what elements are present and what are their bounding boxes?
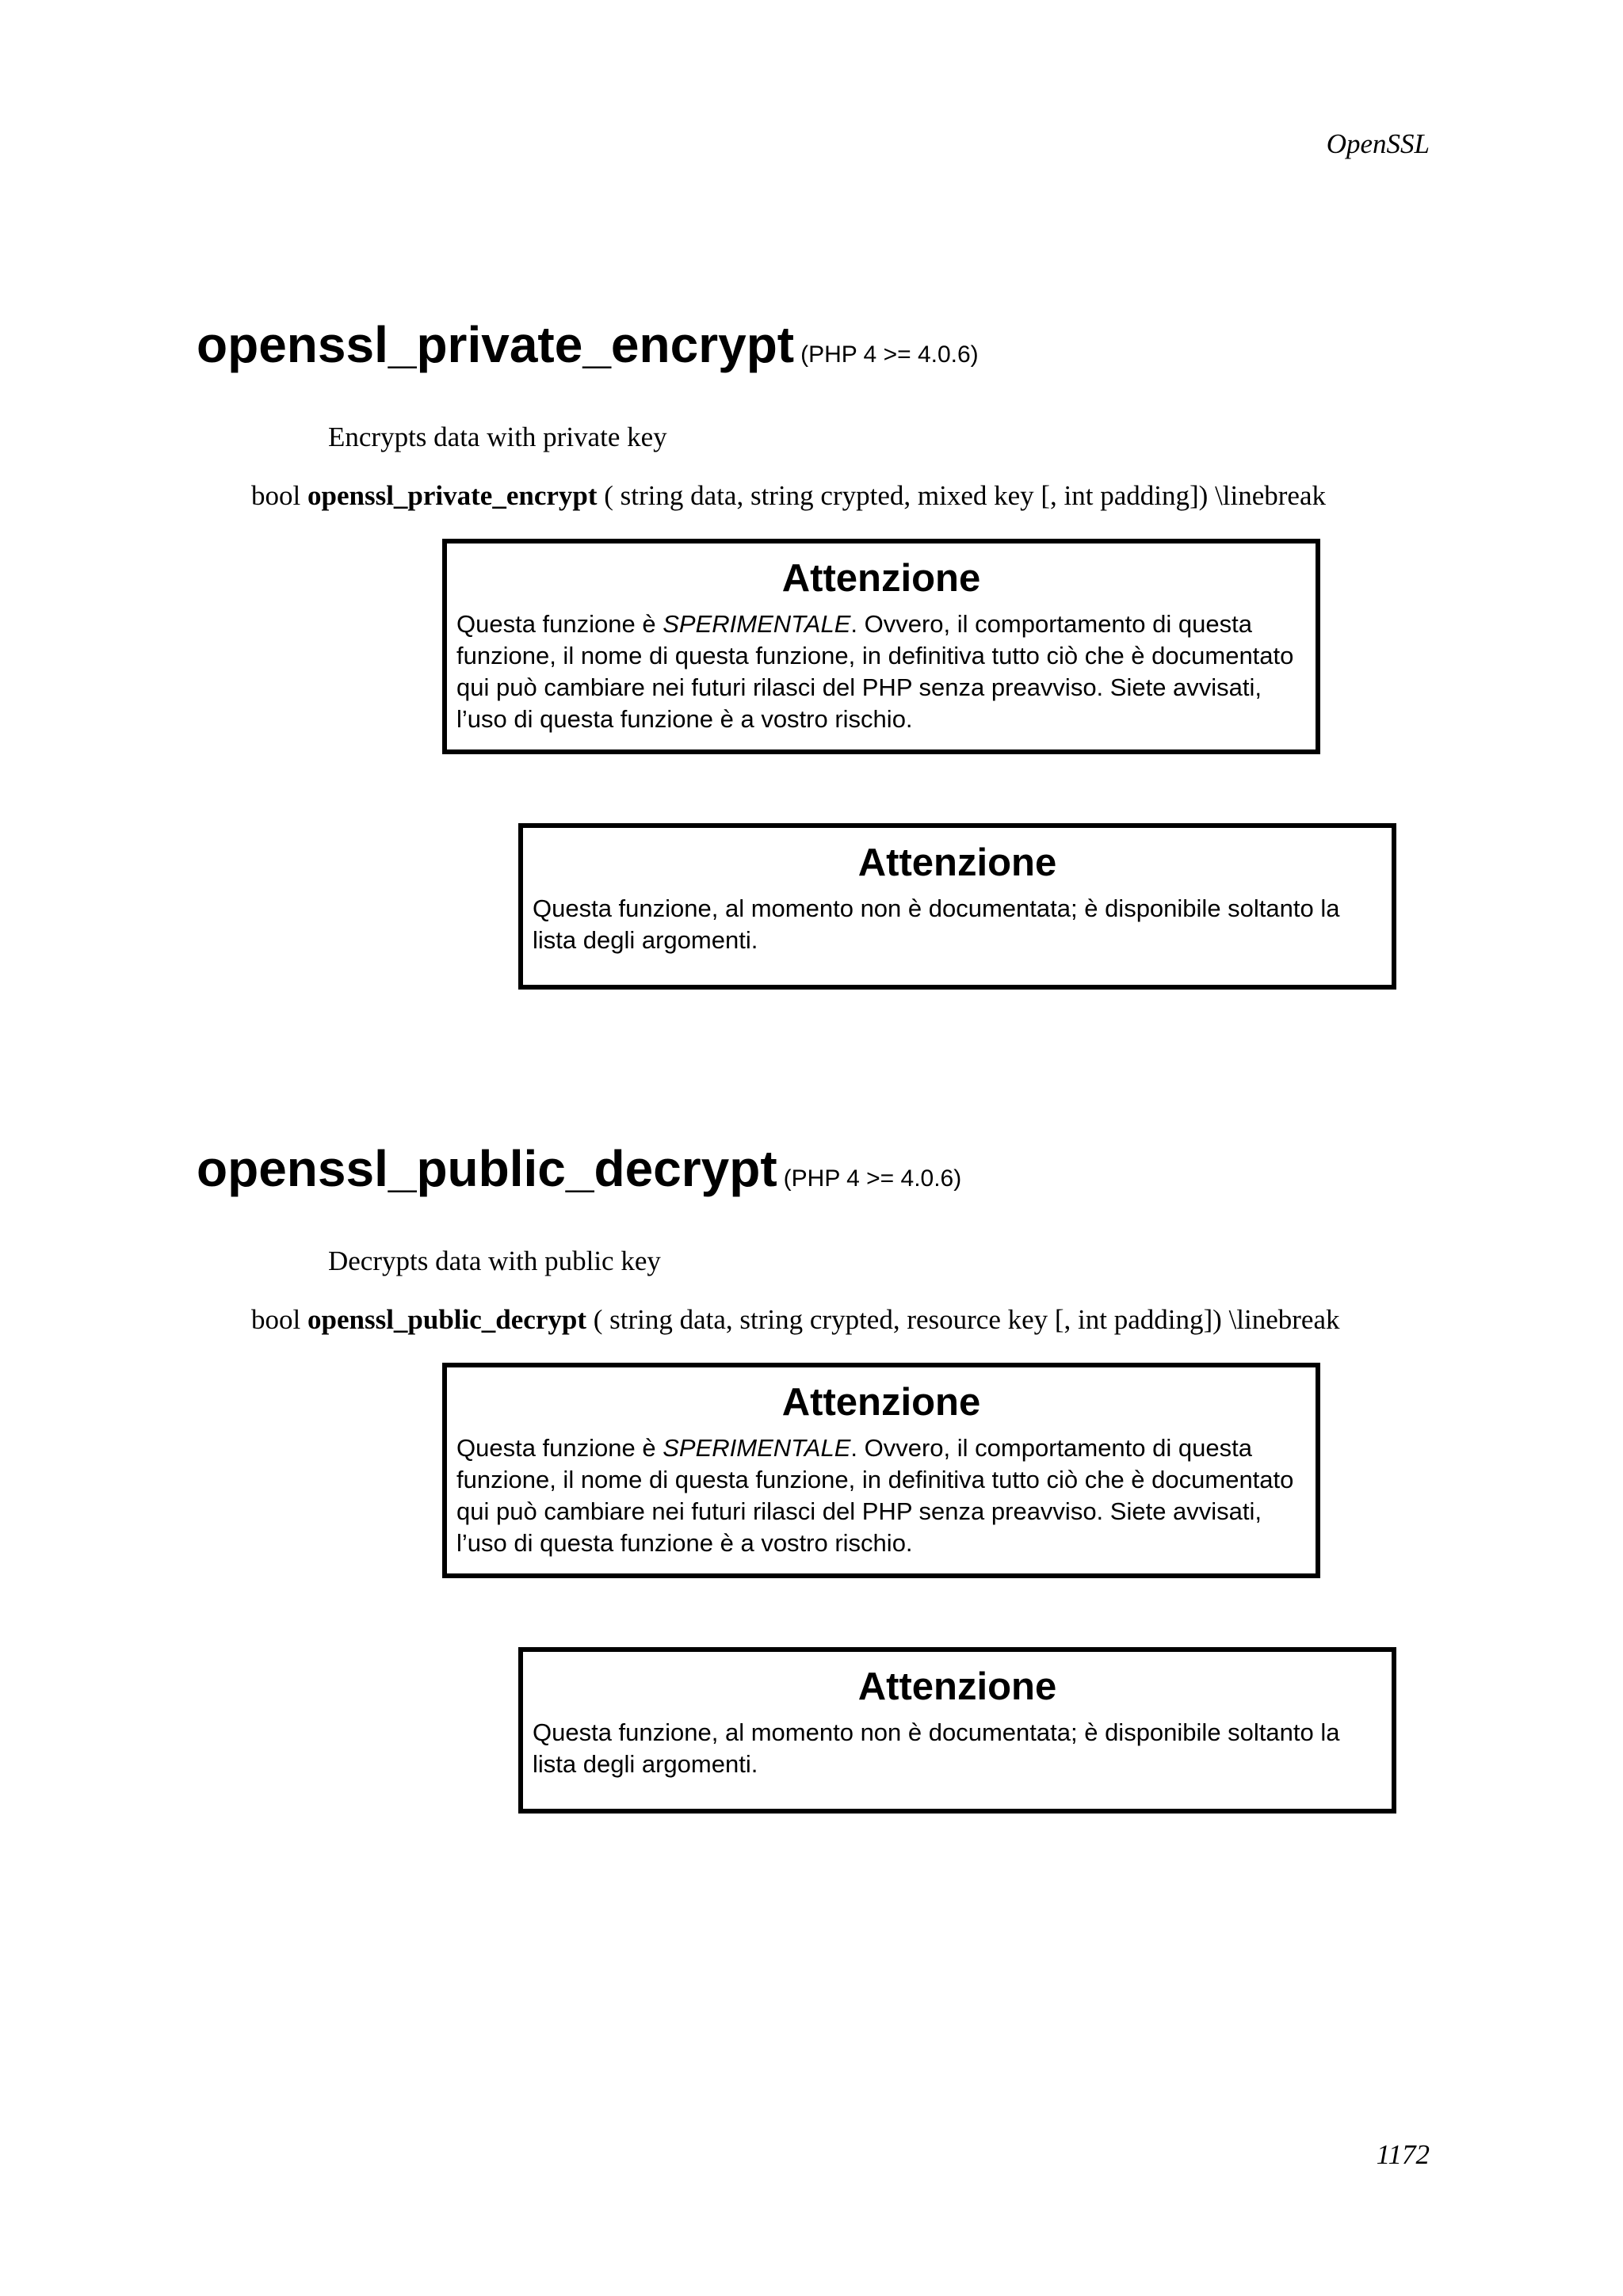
running-header: OpenSSL bbox=[1326, 128, 1430, 159]
warning-title: Attenzione bbox=[857, 1665, 1057, 1708]
function-purpose: Encrypts data with private key bbox=[328, 421, 667, 452]
warning-emphasis: SPERIMENTALE bbox=[663, 610, 851, 638]
warning-body bbox=[456, 1432, 1306, 1559]
warning-body-text: Questa funzione è bbox=[456, 1434, 663, 1462]
function-heading bbox=[197, 1137, 961, 1211]
synopsis-function-name: openssl_public_decrypt bbox=[307, 1304, 586, 1335]
synopsis-function-name: openssl_private_encrypt bbox=[307, 480, 598, 511]
undocumented-warning-box bbox=[518, 1647, 1396, 1814]
warning-emphasis: SPERIMENTALE bbox=[663, 1434, 851, 1462]
function-synopsis bbox=[251, 1302, 1340, 1337]
return-type: bool bbox=[251, 1304, 301, 1335]
return-type: bool bbox=[251, 480, 301, 511]
warning-body: Questa funzione, al momento non è documentata; è disponibile soltanto la lista degli argomenti. bbox=[533, 894, 1340, 954]
warning-body-text: . Ovvero, il comportamento di questa funzione, il nome di questa funzione, in definitiva tutto ciò che è documentato qui può cambiare nei futuri rilasci del PHP senza preavviso. Siete avvisati, l’uso di questa funzione è a vostro rischio. bbox=[456, 1434, 1294, 1557]
warning-title: Attenzione bbox=[781, 557, 981, 600]
function-name: openssl_private_encrypt bbox=[197, 316, 795, 373]
version-info: (PHP 4 >= 4.0.6) bbox=[783, 1165, 962, 1192]
warning-body bbox=[456, 608, 1306, 735]
warning-body-text: . Ovvero, il comportamento di questa funzione, il nome di questa funzione, in definitiva tutto ciò che è documentato qui può cambiare nei futuri rilasci del PHP senza preavviso. Siete avvisati, l’uso di questa funzione è a vostro rischio. bbox=[456, 610, 1294, 733]
page-number: 1172 bbox=[1376, 2139, 1430, 2170]
warning-body: Questa funzione, al momento non è documentata; è disponibile soltanto la lista degli argomenti. bbox=[533, 1718, 1340, 1778]
function-purpose: Decrypts data with public key bbox=[328, 1245, 661, 1276]
function-name: openssl_public_decrypt bbox=[197, 1140, 777, 1197]
synopsis-params: ( string data, string crypted, mixed key [, int padding]) \linebreak bbox=[604, 480, 1326, 511]
experimental-warning-box bbox=[442, 1363, 1320, 1578]
function-heading bbox=[197, 313, 979, 387]
warning-body-text: Questa funzione è bbox=[456, 610, 663, 638]
undocumented-warning-box bbox=[518, 823, 1396, 990]
experimental-warning-box bbox=[442, 539, 1320, 754]
version-info: (PHP 4 >= 4.0.6) bbox=[800, 341, 979, 368]
synopsis-params: ( string data, string crypted, resource key [, int padding]) \linebreak bbox=[593, 1304, 1340, 1335]
function-synopsis bbox=[251, 479, 1326, 513]
warning-title: Attenzione bbox=[781, 1381, 981, 1424]
warning-title: Attenzione bbox=[857, 841, 1057, 884]
